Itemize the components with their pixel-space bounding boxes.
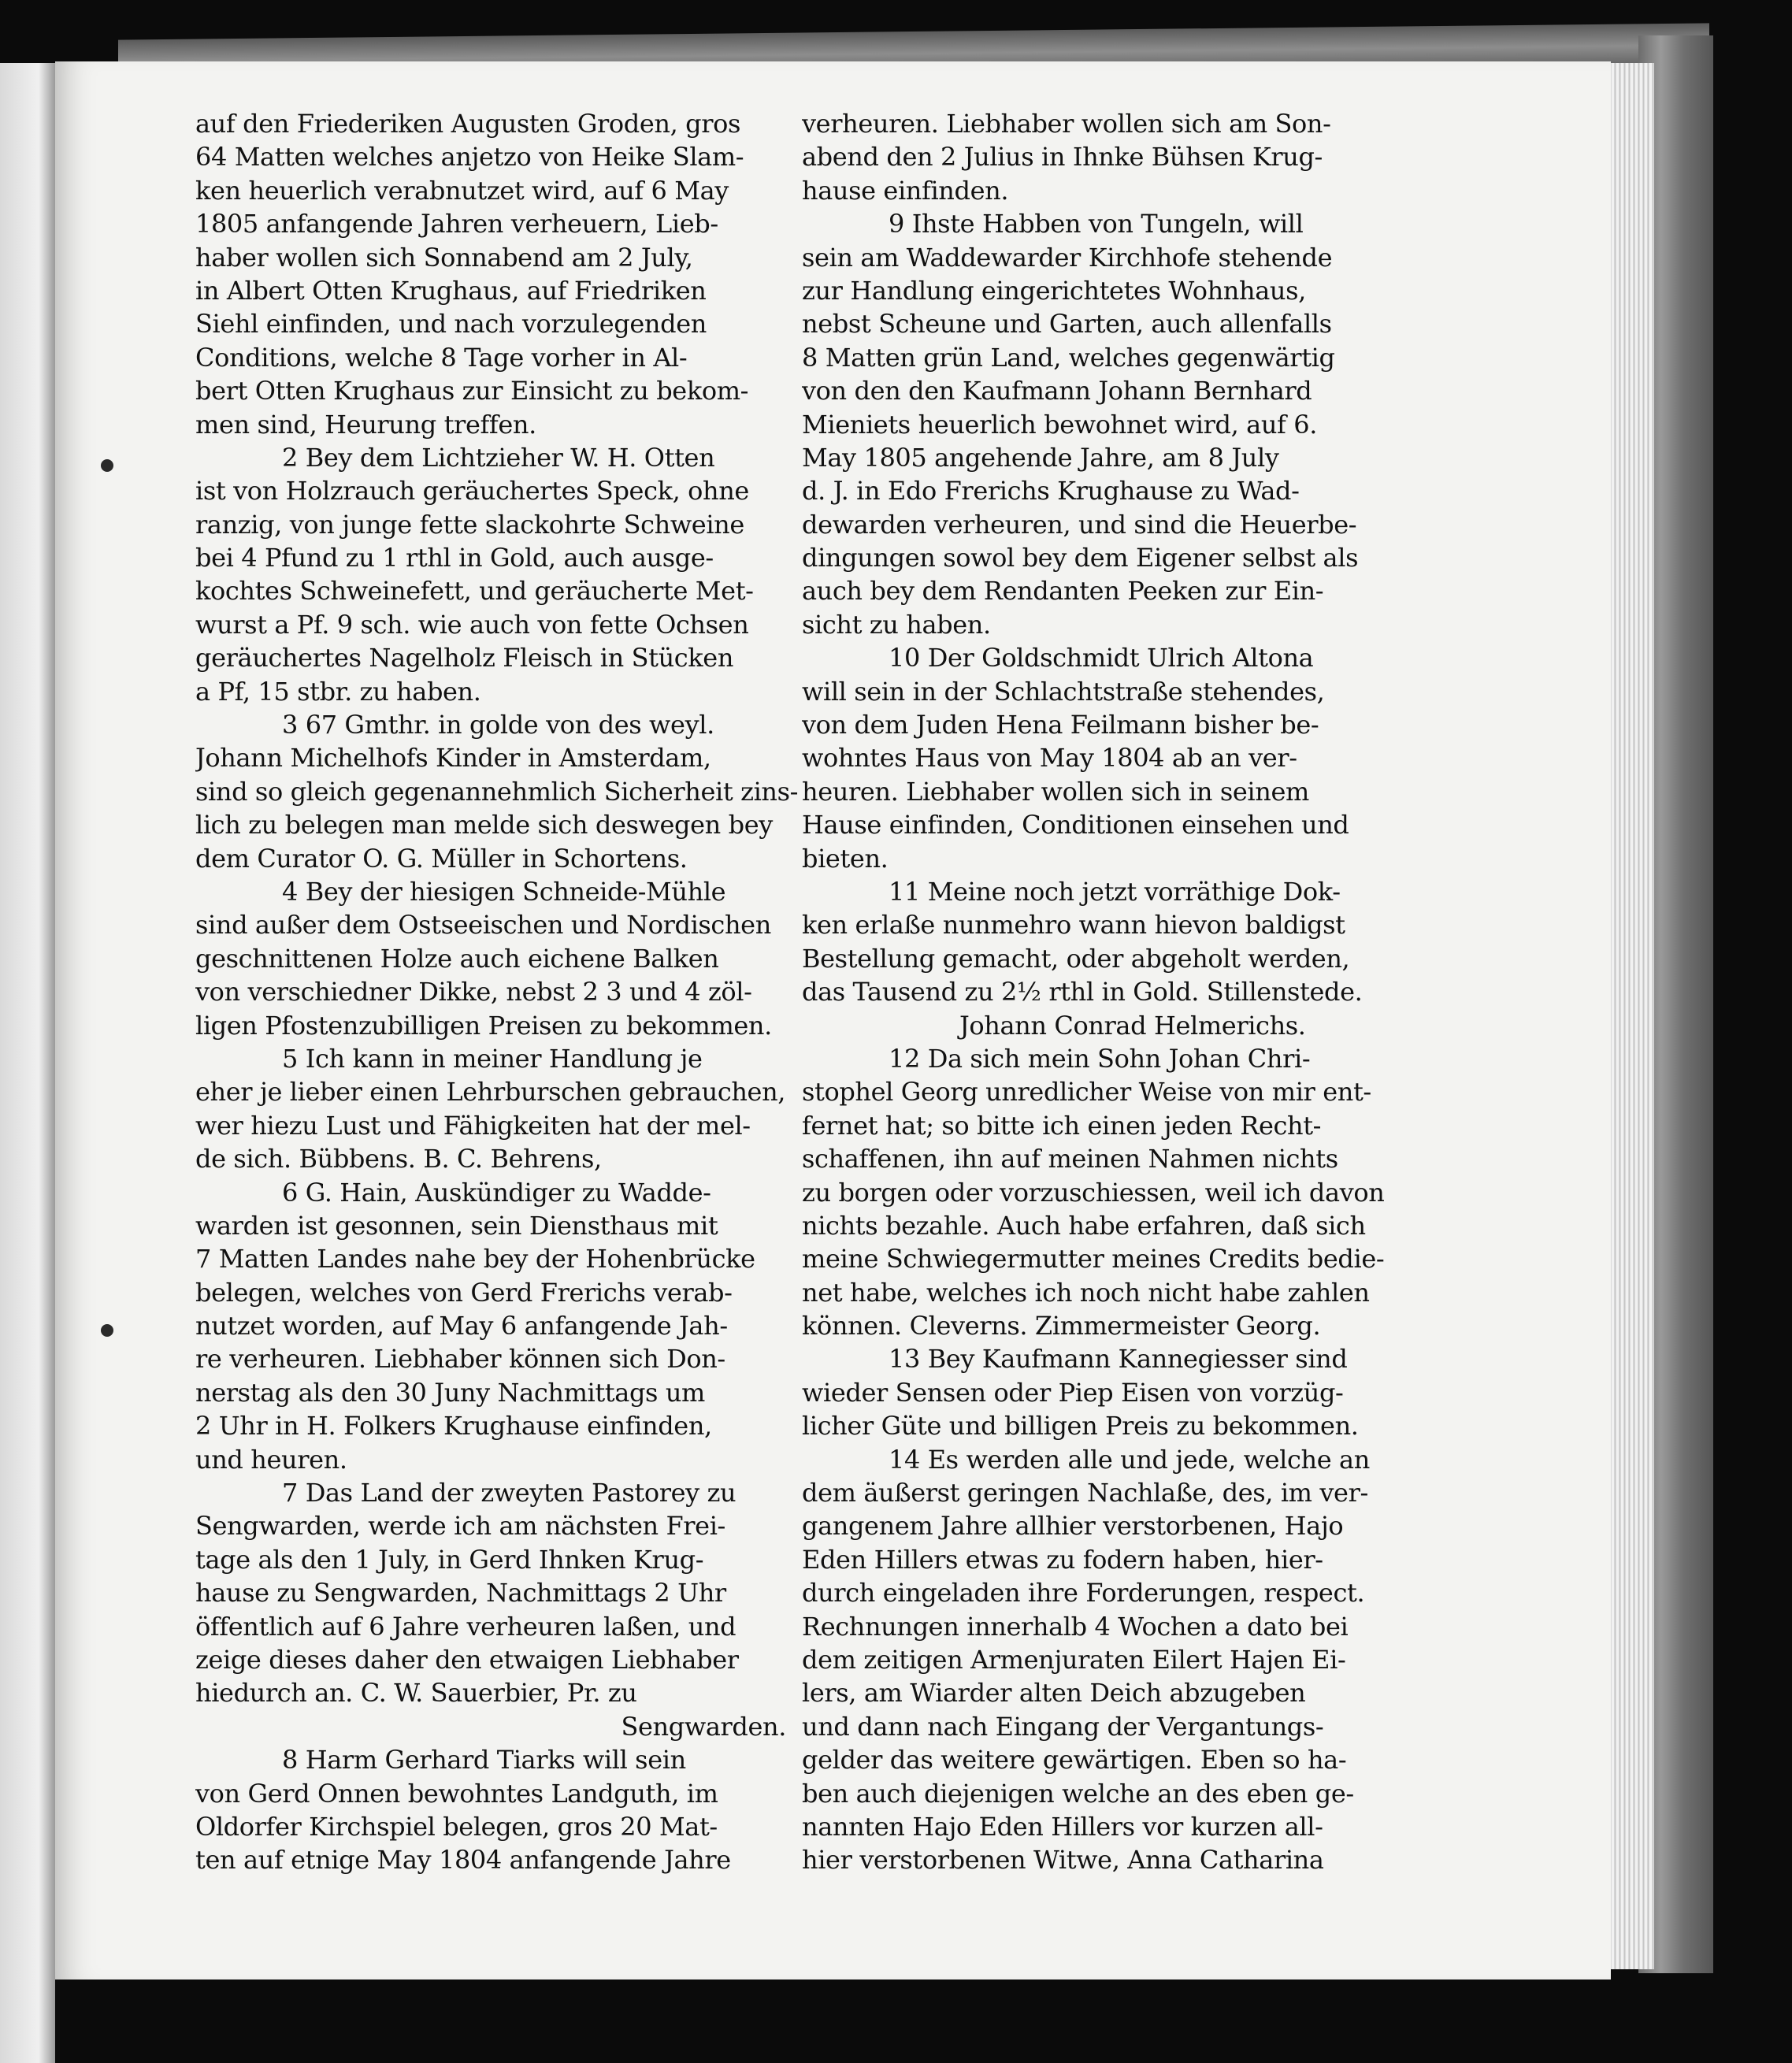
text-line: wohntes Haus von May 1804 ab an ver- [802, 743, 1297, 774]
text-line: auch bey dem Rendanten Peeken zur Ein- [802, 576, 1324, 607]
text-line: geräuchertes Nagelholz Fleisch in Stücken [195, 643, 734, 673]
text-line: licher Güte und billigen Preis zu bekommen. [802, 1411, 1359, 1442]
text-line: 11 Meine noch jetzt vorräthige Dok- [889, 876, 1341, 907]
text-line: men sind, Heurung treffen. [195, 409, 536, 440]
text-line: abend den 2 Julius in Ihnke Bühsen Krug- [802, 142, 1323, 173]
text-line: 12 Da sich mein Sohn Johan Chri- [889, 1043, 1311, 1074]
text-line: dem äußerst geringen Nachlaße, des, im ver- [802, 1478, 1368, 1508]
text-line: will sein in der Schlachtstraße stehendes, [802, 676, 1325, 707]
text-line: Siehl einfinden, und nach vorzulegenden [195, 309, 707, 340]
text-line: ben auch diejenigen welche an des eben ge- [802, 1778, 1354, 1809]
text-line: dem zeitigen Armenjuraten Eilert Hajen Ei- [802, 1644, 1346, 1675]
text-line: Bestellung gemacht, oder abgeholt werden, [802, 943, 1350, 974]
left-text-column [195, 107, 818, 1877]
text-line: gangenem Jahre allhier verstorbenen, Hajo [802, 1511, 1344, 1542]
text-line: Rechnungen innerhalb 4 Wochen a dato bei [802, 1611, 1349, 1642]
text-line: ist von Holzrauch geräuchertes Speck, ohne [195, 476, 749, 506]
text-line: ranzig, von junge fette slackohrte Schweine [195, 509, 744, 540]
text-line: Conditions, welche 8 Tage vorher in Al- [195, 342, 688, 373]
text-line: Hause einfinden, Conditionen einsehen und [802, 810, 1349, 840]
text-line: tage als den 1 July, in Gerd Ihnken Krug- [195, 1544, 704, 1575]
text-line: nerstag als den 30 Juny Nachmittags um [195, 1377, 705, 1408]
binding-hole [101, 1324, 113, 1337]
text-line: zu borgen oder vorzuschiessen, weil ich davon [802, 1177, 1385, 1208]
text-line: dingungen sowol bey dem Eigener selbst als [802, 543, 1359, 573]
text-line: fernet hat; so bitte ich einen jeden Recht- [802, 1110, 1322, 1141]
text-line: wurst a Pf. 9 sch. wie auch von fette Ochsen [195, 609, 749, 640]
text-line: 7 Das Land der zweyten Pastorey zu [282, 1478, 736, 1508]
text-line: geschnittenen Holze auch eichene Balken [195, 943, 719, 974]
text-line: May 1805 angehende Jahre, am 8 July [802, 442, 1279, 473]
text-line: meine Schwiegermutter meines Credits bedie- [802, 1244, 1385, 1275]
text-line: hause einfinden. [802, 175, 1009, 206]
text-line: 10 Der Goldschmidt Ulrich Altona [889, 643, 1314, 673]
text-line: hiedurch an. C. W. Sauerbier, Pr. zu [195, 1678, 637, 1709]
text-line: heuren. Liebhaber wollen sich in seinem [802, 776, 1309, 807]
text-line: ten auf etnige May 1804 anfangende Jahre [195, 1845, 731, 1876]
text-line: verheuren. Liebhaber wollen sich am Son- [802, 109, 1331, 139]
binding-hole [101, 459, 113, 472]
facing-page-edge [0, 63, 55, 2063]
text-line: Sengwarden. [621, 1711, 786, 1742]
text-line: 2 Uhr in H. Folkers Krughause einfinden, [195, 1411, 712, 1442]
text-line: Johann Michelhofs Kinder in Amsterdam, [195, 743, 711, 774]
text-line: 14 Es werden alle und jede, welche an [889, 1444, 1370, 1475]
text-line: Mieniets heuerlich bewohnet wird, auf 6. [802, 409, 1317, 440]
text-line: belegen, welches von Gerd Frerichs verab- [195, 1277, 733, 1308]
text-line: öffentlich auf 6 Jahre verheuren laßen, und [195, 1611, 736, 1642]
text-line: hier verstorbenen Witwe, Anna Catharina [802, 1845, 1324, 1876]
text-line: zeige dieses daher den etwaigen Liebhaber [195, 1644, 739, 1675]
text-line: ken erlaße nunmehro wann hievon baldigst [802, 910, 1345, 941]
text-line: kochtes Schweinefett, und geräucherte Met- [195, 576, 754, 607]
text-line: durch eingeladen ihre Forderungen, respect. [802, 1578, 1365, 1608]
text-line: dem Curator O. G. Müller in Schortens. [195, 843, 688, 874]
text-line: Sengwarden, werde ich am nächsten Frei- [195, 1511, 725, 1542]
text-line: sein am Waddewarder Kirchhofe stehende [802, 242, 1333, 273]
text-line: bieten. [802, 843, 889, 874]
text-line: 2 Bey dem Lichtzieher W. H. Otten [282, 442, 715, 473]
text-line: schaffenen, ihn auf meinen Nahmen nichts [802, 1144, 1338, 1174]
text-line: nichts bezahle. Auch habe erfahren, daß sich [802, 1210, 1366, 1241]
text-line: auf den Friederiken Augusten Groden, gros [195, 109, 741, 139]
text-line: und dann nach Eingang der Vergantungs- [802, 1711, 1324, 1742]
text-line: 64 Matten welches anjetzo von Heike Slam- [195, 142, 744, 173]
text-line: dewarden verheuren, und sind die Heuerbe- [802, 509, 1357, 540]
text-line: von den den Kaufmann Johann Bernhard [802, 376, 1312, 406]
text-line: lers, am Wiarder alten Deich abzugeben [802, 1678, 1306, 1709]
text-line: von dem Juden Hena Feilmann bisher be- [802, 710, 1319, 740]
text-line: wieder Sensen oder Piep Eisen von vorzüg- [802, 1377, 1344, 1408]
text-line: warden ist gesonnen, sein Diensthaus mit [195, 1210, 718, 1241]
text-line: haber wollen sich Sonnabend am 2 July, [195, 242, 693, 273]
text-line: zur Handlung eingerichtetes Wohnhaus, [802, 275, 1306, 306]
text-line: d. J. in Edo Frerichs Krughause zu Wad- [802, 476, 1300, 506]
text-line: de sich. Bübbens. B. C. Behrens, [195, 1144, 602, 1174]
text-line: lich zu belegen man melde sich deswegen bey [195, 810, 773, 840]
right-text-column [802, 107, 1432, 1877]
text-line: bei 4 Pfund zu 1 rthl in Gold, auch ausge- [195, 543, 714, 573]
text-line: 1805 anfangende Jahren verheuern, Lieb- [195, 209, 718, 239]
text-line: sind so gleich gegenannehmlich Sicherheit zins- [195, 776, 799, 807]
text-line: 7 Matten Landes nahe bey der Hohenbrücke [195, 1244, 755, 1275]
text-line: nebst Scheune und Garten, auch allenfalls [802, 309, 1332, 340]
text-line: 8 Matten grün Land, welches gegenwärtig [802, 342, 1335, 373]
text-line: können. Cleverns. Zimmermeister Georg. [802, 1311, 1321, 1341]
text-line: Eden Hillers etwas zu fodern haben, hier- [802, 1544, 1323, 1575]
text-line: net habe, welches ich noch nicht habe zahlen [802, 1277, 1370, 1308]
page-stack-edge [1607, 63, 1654, 1969]
text-line: re verheuren. Liebhaber können sich Don- [195, 1344, 725, 1375]
text-line: 6 G. Hain, Auskündiger zu Wadde- [282, 1177, 711, 1208]
text-line: in Albert Otten Krughaus, auf Friedriken [195, 275, 707, 306]
text-line: 3 67 Gmthr. in golde von des weyl. [282, 710, 714, 740]
text-line: und heuren. [195, 1444, 347, 1475]
text-line: 8 Harm Gerhard Tiarks will sein [282, 1745, 686, 1775]
text-line: sind außer dem Ostseeischen und Nordischen [195, 910, 771, 941]
newspaper-page [55, 61, 1611, 1980]
text-line: a Pf, 15 stbr. zu haben. [195, 676, 481, 707]
text-line: stophel Georg unredlicher Weise von mir ent- [802, 1077, 1371, 1108]
text-line: sicht zu haben. [802, 609, 991, 640]
text-line: 5 Ich kann in meiner Handlung je [282, 1043, 703, 1074]
text-line: hause zu Sengwarden, Nachmittags 2 Uhr [195, 1578, 726, 1608]
text-line: Johann Conrad Helmerichs. [959, 1010, 1306, 1041]
text-line: gelder das weitere gewärtigen. Eben so ha- [802, 1745, 1347, 1775]
text-line: ligen Pfostenzubilligen Preisen zu bekommen. [195, 1010, 772, 1041]
text-line: von Gerd Onnen bewohntes Landguth, im [195, 1778, 718, 1809]
text-line: das Tausend zu 2½ rthl in Gold. Stillenstede. [802, 977, 1363, 1007]
text-line: Oldorfer Kirchspiel belegen, gros 20 Mat- [195, 1811, 718, 1842]
text-line: nannten Hajo Eden Hillers vor kurzen all- [802, 1811, 1323, 1842]
text-line: nutzet worden, auf May 6 anfangende Jah- [195, 1311, 728, 1341]
text-line: 13 Bey Kaufmann Kannegiesser sind [889, 1344, 1348, 1375]
text-line: von verschiedner Dikke, nebst 2 3 und 4 zöl- [195, 977, 752, 1007]
text-line: wer hiezu Lust und Fähigkeiten hat der mel- [195, 1110, 751, 1141]
text-line: eher je lieber einen Lehrburschen gebrauchen, [195, 1077, 786, 1108]
text-line: bert Otten Krughaus zur Einsicht zu bekom- [195, 376, 749, 406]
text-line: 9 Ihste Habben von Tungeln, will [889, 209, 1304, 239]
text-line: 4 Bey der hiesigen Schneide-Mühle [282, 876, 726, 907]
text-line: ken heuerlich verabnutzet wird, auf 6 May [195, 175, 729, 206]
